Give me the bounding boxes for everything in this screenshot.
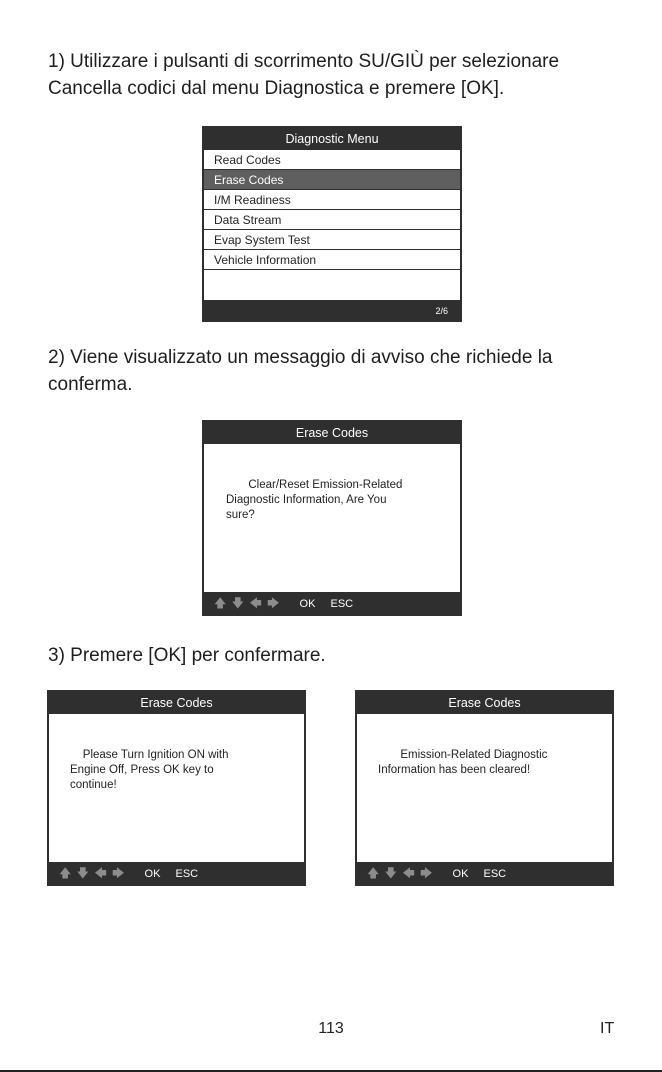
- key-bar: [204, 592, 460, 614]
- key-bar: [357, 862, 612, 884]
- menu-item-im-readiness[interactable]: I/M Readiness: [204, 190, 460, 210]
- arrow-keys-icon[interactable]: 🡅 🡇 🡄 🡆: [214, 596, 281, 610]
- ignition-prompt-screen: [47, 690, 306, 886]
- arrow-keys-icon[interactable]: 🡅 🡇 🡄 🡆: [59, 866, 126, 880]
- menu-item-erase-codes[interactable]: Erase Codes: [204, 170, 460, 190]
- step-3-text: 3) Premere [OK] per confermare.: [48, 645, 326, 666]
- codes-cleared-screen: [355, 690, 614, 886]
- ok-key[interactable]: OK: [299, 598, 316, 610]
- ok-key[interactable]: OK: [144, 868, 161, 880]
- menu-item-data-stream[interactable]: Data Stream: [204, 210, 460, 230]
- screen-title: Erase Codes: [49, 692, 304, 714]
- erase-confirm-screen: [202, 420, 462, 616]
- ignition-message: Please Turn Ignition ON with Engine Off, Press OK key to continue!: [70, 749, 229, 791]
- menu-list: [204, 150, 460, 270]
- screen-title: Erase Codes: [204, 422, 460, 444]
- screen-title: Diagnostic Menu: [204, 128, 460, 150]
- arrow-keys-icon[interactable]: 🡅 🡇 🡄 🡆: [367, 866, 434, 880]
- menu-item-evap-system-test[interactable]: Evap System Test: [204, 230, 460, 250]
- step-2-text: 2) Viene visualizzato un messaggio di avviso che richiede la conferma.: [48, 347, 553, 395]
- screen-title: Erase Codes: [357, 692, 612, 714]
- cleared-message: Emission-Related Diagnostic Information has been cleared!: [378, 749, 548, 776]
- ok-key[interactable]: OK: [452, 868, 469, 880]
- esc-key[interactable]: ESC: [175, 868, 199, 880]
- key-bar: [49, 862, 304, 884]
- menu-item-read-codes[interactable]: Read Codes: [204, 150, 460, 170]
- confirm-message: Clear/Reset Emission-Related Diagnostic Information, Are You sure?: [226, 479, 403, 521]
- language-code: IT: [600, 1020, 615, 1037]
- esc-key[interactable]: ESC: [330, 598, 354, 610]
- page-number: 113: [318, 1020, 344, 1037]
- diagnostic-menu-screen: [202, 126, 462, 322]
- step-1-text: 1) Utilizzare i pulsanti di scorrimento SU/GIÙ per selezionare Cancella codici dal menu Diagnostica e premere [OK].: [48, 51, 560, 99]
- esc-key[interactable]: ESC: [483, 868, 507, 880]
- menu-item-vehicle-information[interactable]: Vehicle Information: [204, 250, 460, 270]
- page-indicator: 2/6: [204, 300, 460, 320]
